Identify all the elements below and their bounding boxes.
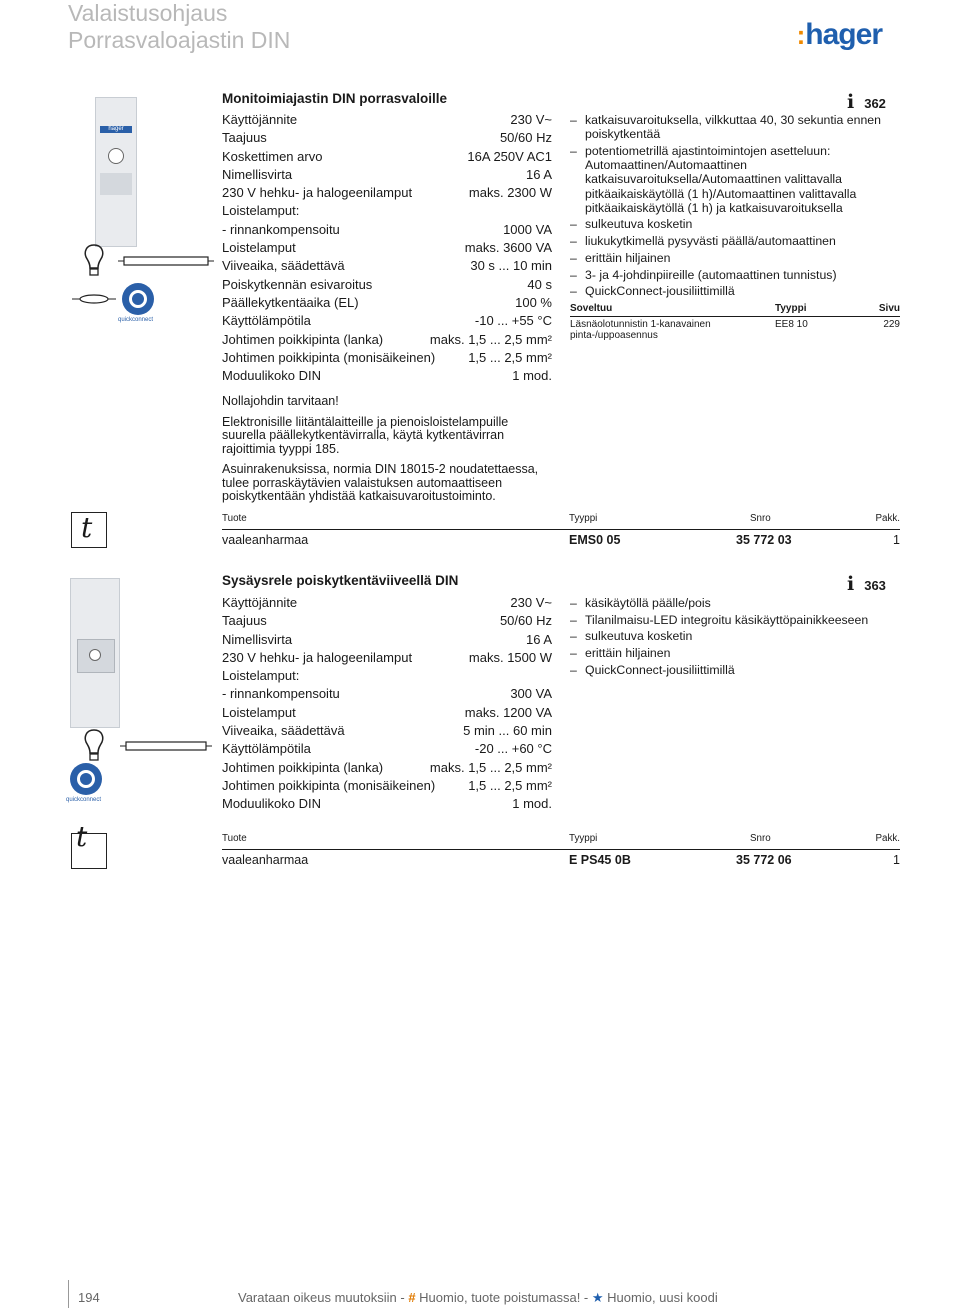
hash-icon: # [408,1290,416,1305]
title-line-1: Valaistusohjaus [68,0,228,26]
spec-row [222,148,552,166]
spec-value: 16A 250V AC1 [467,148,552,164]
spec-label: Viiveaika, säädettävä [222,723,345,739]
feature-item: – 3- ja 4-johdinpiireille (automaattinen tunnistus) [570,268,900,282]
product1-features [570,113,900,301]
spec-row [222,294,552,312]
info-badge-363: i 363 [847,573,886,595]
order-code-marker-t: t [76,820,88,853]
spec-value: maks. 1500 W [468,649,552,665]
spec-label: Johtimen poikkipinta (lanka) [222,331,384,347]
order-snro: 35 772 03 [736,533,792,547]
fluorescent-tube-icon [120,739,212,757]
spec-label: 230 V hehku- ja halogeenilamput [222,649,413,665]
feature-item: – QuickConnect-jousiliittimillä [570,284,900,298]
footer-corner-mark [68,1280,69,1308]
spec-value: 1 mod. [512,796,552,812]
feature-item: – potentiometrillä ajastintoimintojen asetteluun: Automaattinen/Automaattinen katkaisuvaroituksella/Automaattinen valittavalla pitkäaikaiskäytöllä (1 h)/Automaattinen valittavalla pitkäaikaiskäytöllä (1 h) ja katkaisuvaroituksella [570,144,900,215]
spec-value: 230 V~ [510,595,552,610]
device-label: hager [100,126,132,133]
spec-value: 16 A [525,631,552,647]
info-icon: i [847,573,855,595]
spec-row [222,612,552,630]
order-row: vaaleanharmaa E PS45 0B 35 772 06 1 [222,853,900,867]
product1-title: Monitoimiajastin DIN porrasvaloille [222,91,448,106]
product2-title: Sysäysrele poiskytkentäviiveellä DIN [222,573,459,588]
product1-order-table [222,513,900,550]
spec-row [222,594,552,612]
info-icon: i [847,91,855,113]
note-din-standard: Asuinrakenuksissa, normia DIN 18015-2 noudatettaessa, tulee porraskäytävien valaistuksen automaattiseen poiskytkentään yhdistää katkaisuvaroitustoiminto. [222,462,539,503]
spec-row [222,166,552,184]
spec-label: Loistelamput [222,240,296,256]
fluorescent-tube-icon [118,254,214,272]
spec-value: maks. 2300 W [468,185,552,201]
spec-value: 40 s [527,276,552,292]
spec-label: Päällekytkentäaika (EL) [222,294,359,310]
spec-value: 5 min ... 60 min [463,723,552,739]
feature-item: – sulkeutuva kosketin [570,629,900,643]
spec-value: maks. 1200 VA [464,704,552,720]
spec-label: Taajuus [222,613,267,629]
spec-label: Taajuus [222,130,267,146]
spec-label: Käyttöjännite [222,112,298,127]
button-icon [89,649,101,661]
spec-value: 16 A [525,166,552,182]
spec-label: Nimellisvirta [222,631,293,647]
spec-value: maks. 1,5 ... 2,5 mm² [429,331,552,347]
dial-icon [108,148,124,164]
page-title [68,0,290,54]
spec-row [222,349,552,367]
spec-value: 1000 VA [503,221,552,237]
spec-row [222,667,552,685]
hager-logo: :hager [796,18,882,51]
spec-row [222,685,552,703]
info-badge-362: i 362 [847,91,886,113]
spec-value: 1,5 ... 2,5 mm² [468,349,552,365]
product2-spec-list [222,594,552,814]
spec-label: Koskettimen arvo [222,148,323,164]
spec-row [222,239,552,257]
spec-value: -20 ... +60 °C [474,741,552,757]
spec-label: - rinnankompensoitu [222,686,340,702]
order-type-code: E PS45 0B [569,853,631,867]
halogen-lamp-icon [72,292,116,310]
spec-row [222,631,552,649]
feature-item: – Tilanilmaisu-LED integroitu käsikäyttöpainikkeeseen [570,613,900,627]
title-line-2: Porrasvaloajastin DIN [68,27,291,53]
spec-row [222,759,552,777]
order-snro: 35 772 06 [736,853,792,867]
spec-label: Käyttöjännite [222,595,298,610]
spec-value: 50/60 Hz [499,130,552,146]
spec-value: 1 mod. [512,368,552,384]
spec-label: Poiskytkennän esivaroitus [222,276,373,292]
footer-legend: Varataan oikeus muutoksiin - # Huomio, tuote poistumassa! - ★ Huomio, uusi koodi [238,1290,718,1305]
order-row: vaaleanharmaa EMS0 05 35 772 03 1 [222,533,900,547]
spec-row [222,795,552,813]
product-image-timer [95,97,137,247]
spec-label: Moduulikoko DIN [222,796,321,812]
spec-label: Moduulikoko DIN [222,368,321,384]
compat-header-soveltuu: Soveltuu [570,303,613,314]
spec-row [222,184,552,202]
quickconnect-logo: quickconnect [70,763,102,795]
product2-order-table [222,833,900,870]
spec-value: 300 VA [510,686,552,702]
spec-label: Johtimen poikkipinta (monisäikeinen) [222,349,436,365]
bulb-icon [82,243,106,284]
spec-label: Loistelamput [222,704,296,720]
feature-item: – liukukytkimellä pysyvästi päällä/automaattinen [570,234,900,248]
spec-label: Viiveaika, säädettävä [222,258,345,274]
spec-row [222,649,552,667]
spec-row [222,312,552,330]
spec-value: maks. 3600 VA [464,240,552,256]
feature-item: – erittäin hiljainen [570,251,900,265]
product1-notes [222,395,552,511]
order-code-marker: t [71,512,107,548]
spec-row [222,202,552,220]
product1-compatible-table [570,303,900,345]
spec-row [222,704,552,722]
spec-row [222,722,552,740]
spec-row [222,257,552,275]
note-neutral: Nollajohdin tarvitaan! [222,394,339,408]
spec-label: Käyttölämpötila [222,741,311,757]
spec-label: - rinnankompensoitu [222,221,340,237]
spec-value: maks. 1,5 ... 2,5 mm² [429,759,552,775]
page-number: 194 [78,1290,100,1305]
order-table-header: Tuote Tyyppi Snro Pakk. [222,513,900,530]
feature-item: – QuickConnect-jousiliittimillä [570,663,900,677]
spec-label: Nimellisvirta [222,166,293,182]
spec-row [222,740,552,758]
spec-row [222,331,552,349]
quickconnect-logo: quickconnect [122,283,154,315]
spec-value: 230 V~ [510,112,552,127]
spec-value: 50/60 Hz [499,613,552,629]
spec-label: Johtimen poikkipinta (lanka) [222,759,384,775]
spec-value: -10 ... +55 °C [474,313,552,329]
spec-row [222,129,552,147]
product1-spec-list [222,111,552,385]
spec-label: Loistelamput: [222,203,300,219]
spec-label: Johtimen poikkipinta (monisäikeinen) [222,777,436,793]
feature-item: – katkaisuvaroituksella, vilkkuttaa 40, 30 sekuntia ennen poiskytkentää [570,113,900,141]
spec-label: 230 V hehku- ja halogeenilamput [222,185,413,201]
order-type-code: EMS0 05 [569,533,621,547]
product-image-impulse-relay [70,578,120,728]
feature-item: – käsikäytöllä päälle/pois [570,596,900,610]
compat-page-link[interactable]: 229 [883,319,900,330]
compat-row: Läsnäolotunnistin 1-kanavainen pinta-/uppoasennus EE8 10 229 [570,319,900,341]
feature-item: – erittäin hiljainen [570,646,900,660]
star-icon: ★ [591,1290,604,1305]
spec-value: 30 s ... 10 min [470,258,552,274]
compat-header-sivu: Sivu [878,303,900,314]
note-ballast: Elektronisille liitäntälaitteille ja pienoisloistelampuille suurella päällekytkentävirralla, käytä kytkentävirran rajoittimia tyyppi 185. [222,414,509,456]
spec-value: 1,5 ... 2,5 mm² [468,777,552,793]
spec-row [222,777,552,795]
feature-item: – sulkeutuva kosketin [570,217,900,231]
spec-label: Käyttölämpötila [222,313,311,329]
spec-label: Loistelamput: [222,668,300,684]
spec-row [222,111,552,129]
spec-value: 100 % [515,294,552,310]
order-table-header: Tuote Tyyppi Snro Pakk. [222,833,900,850]
compat-header-tyyppi: Tyyppi [775,303,807,314]
spec-row [222,221,552,239]
spec-row [222,276,552,294]
product2-features [570,596,900,680]
order-code-marker [71,833,107,869]
spec-row [222,367,552,385]
